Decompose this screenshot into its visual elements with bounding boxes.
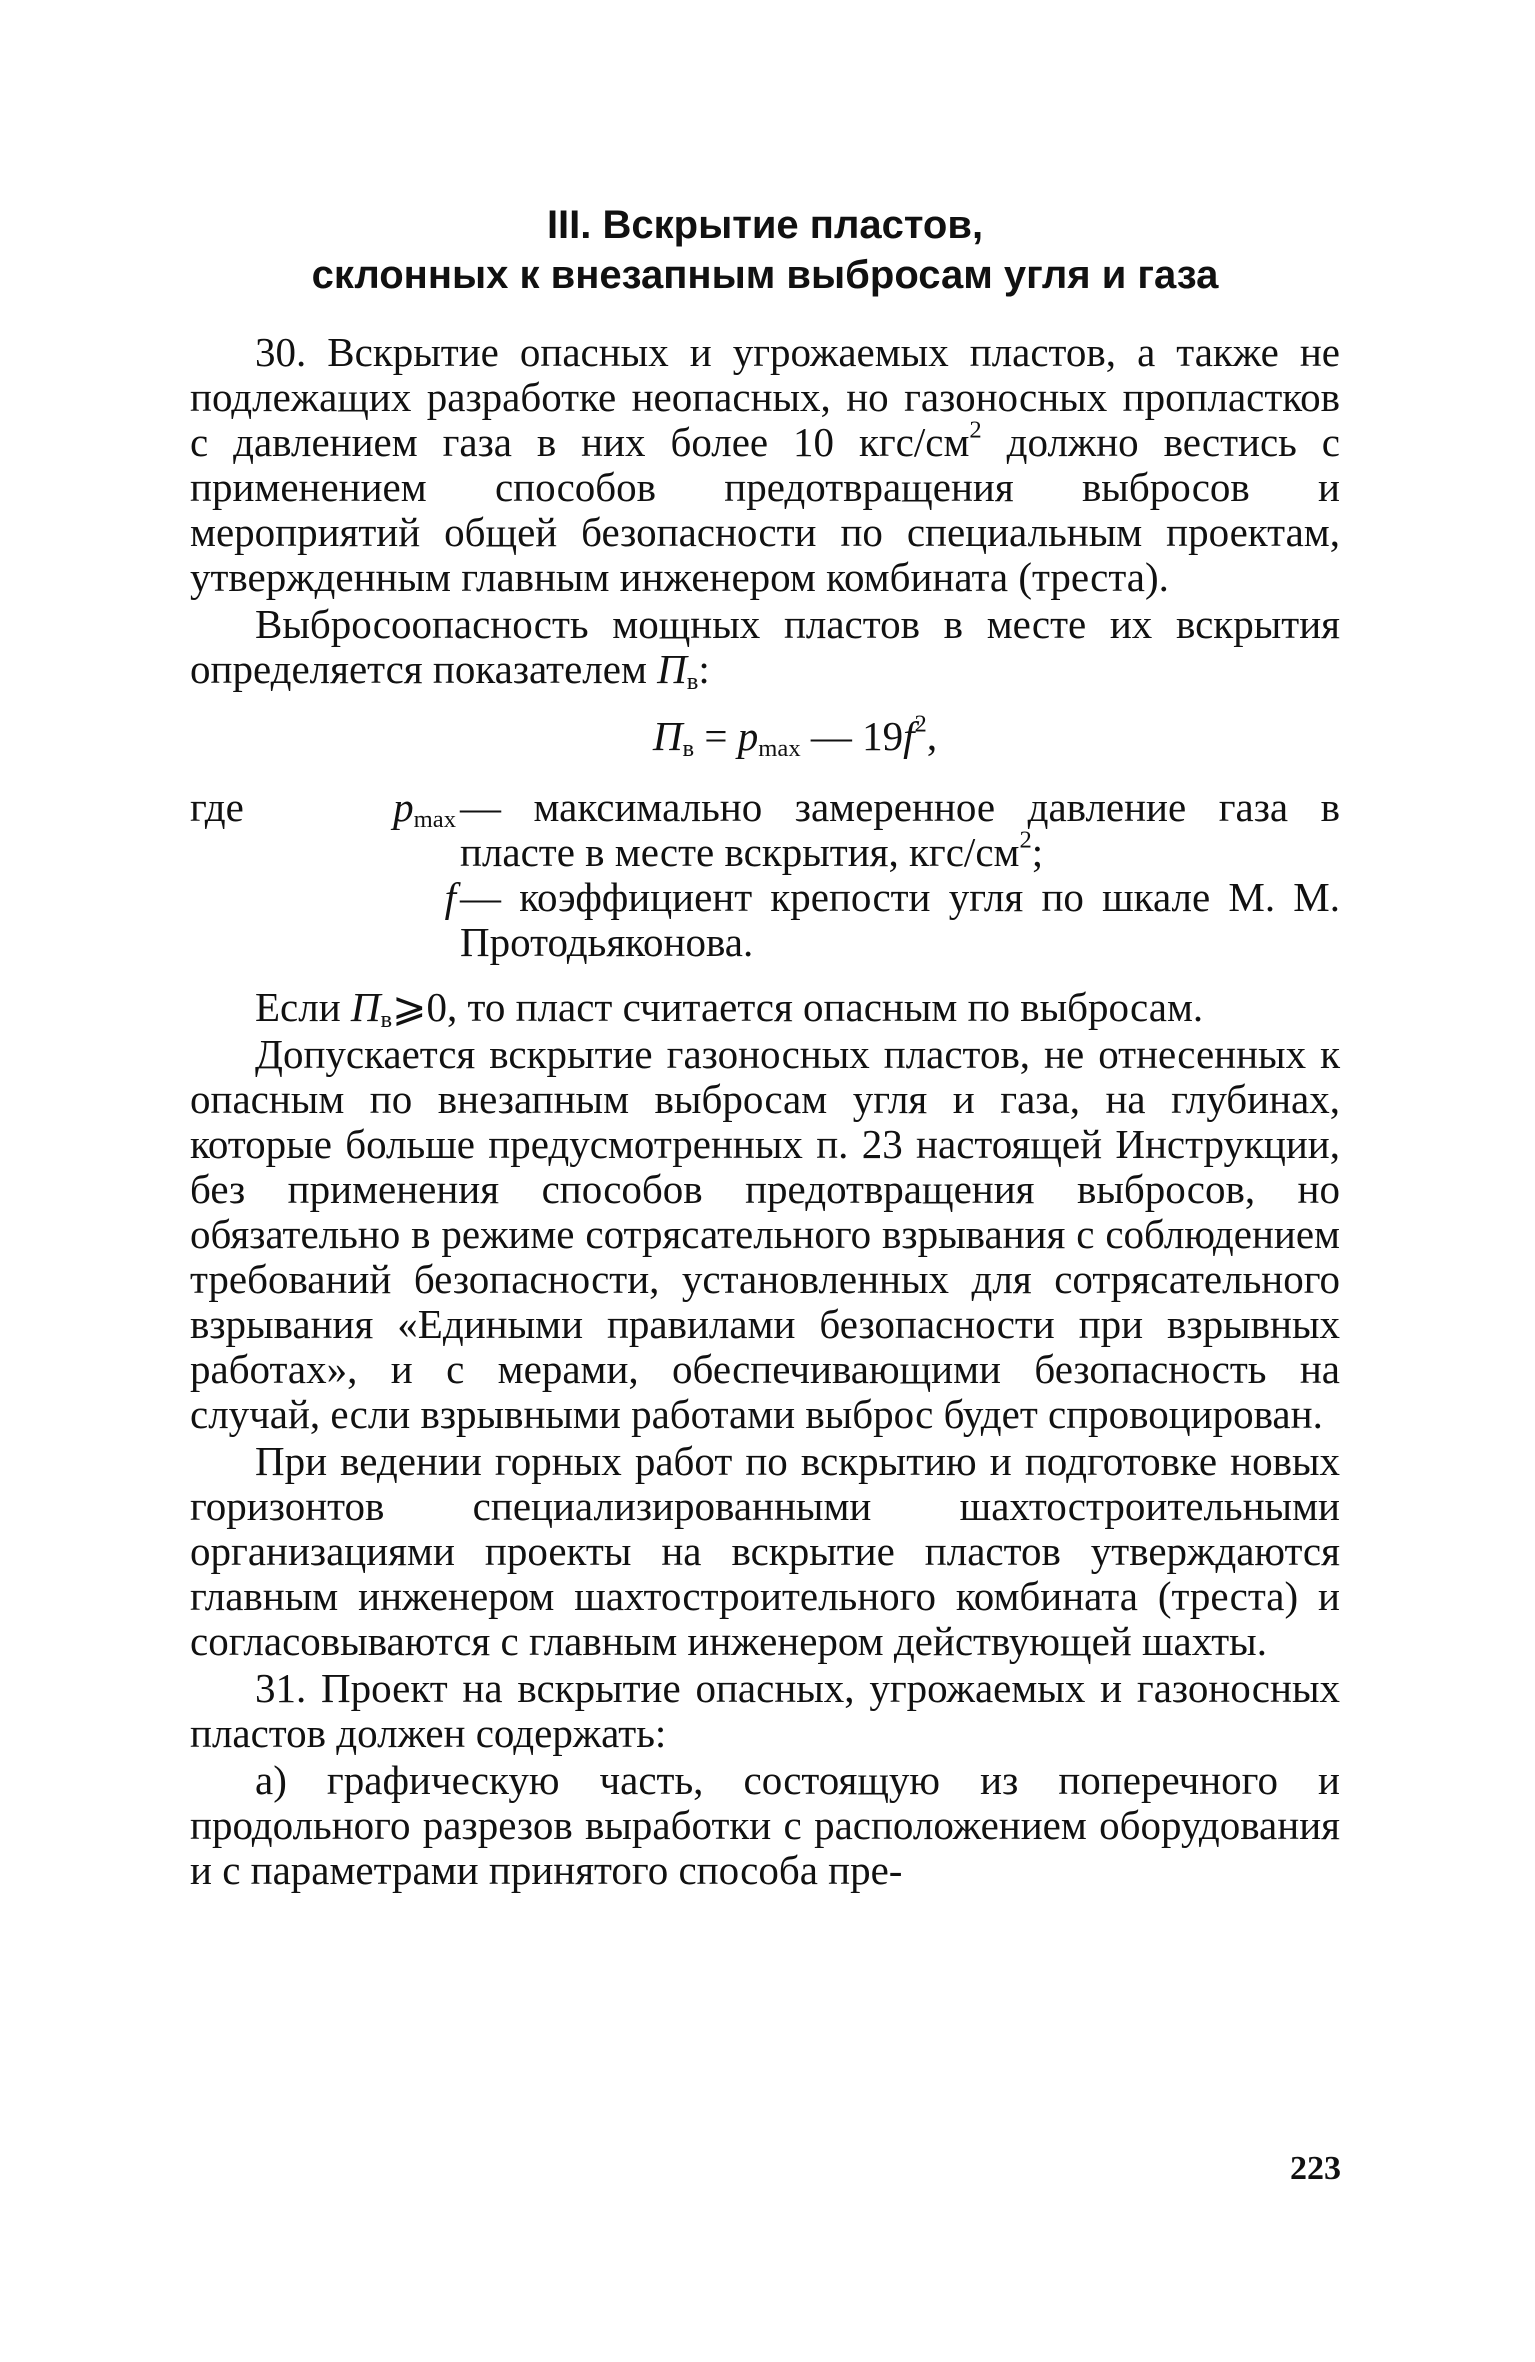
paragraph-31: 31. Проект на вскрытие опасных, угрожаемых и газоносных пластов должен содержать:: [190, 1665, 1340, 1756]
formula-minus-term: — 19: [800, 713, 904, 759]
where-desc-pmax-superscript: 2: [1019, 826, 1032, 854]
paragraph-mining-works: При ведении горных работ по вскрытию и подготовке новых горизонтов специализированными шахтостроительными организациями проекты на вскрытие пластов утверждаются главным инженером шахтостроительного комбината (треста) и согласовываются с главным инженером действующей шахты.: [190, 1438, 1340, 1664]
formula-f-superscript: 2: [914, 710, 927, 738]
paragraph-outburst-text: Выбросоопасность мощных пластов в месте их вскрытия определяется показателем: [190, 601, 1340, 692]
where-desc-f: — коэффициент крепости угля по шкале М. М. Протодьяконова.: [460, 874, 1340, 965]
where-symbol-pmax-main: p: [393, 784, 414, 830]
paragraph-30-text-a: 30. Вскрытие опасных и угрожаемых пластов, а также не подлежащих разработке неопасных, но газоносных пропластков с давлением газа в них более 10 кгс/см: [190, 329, 1340, 465]
where-symbol-f: [330, 875, 460, 965]
formula-lhs: П: [652, 713, 683, 759]
paragraph-30-text-b: должно вестись с применением способов предотвращения выбросов и мероприятий общей безопасности по специальным проектам, утвержденным главным инженером комбината (треста).: [190, 419, 1340, 600]
paragraph-if-subscript: в: [380, 1006, 393, 1034]
where-label: где: [190, 784, 244, 830]
where-desc-pmax-text: — максимально замеренное давление газа в пласте в месте вскрытия, кгс/см: [460, 784, 1340, 875]
formula-p: p: [737, 713, 759, 759]
paragraph-if-symbol: П: [350, 984, 381, 1030]
where-symbol-pmax: [330, 785, 460, 875]
paragraph-if-text-b: ⩾0, то пласт считается опасным по выбросам.: [392, 984, 1204, 1030]
page-number: 223: [1290, 2150, 1341, 2187]
paragraph-30-superscript: 2: [969, 416, 982, 444]
paragraph-31a: а) графическую часть, состоящую из поперечного и продольного разрезов выработки с расположением оборудования и с параметрами принятого способа пре-: [190, 1757, 1340, 1893]
paragraph-if-condition: [190, 984, 1340, 1034]
document-page: [190, 200, 1340, 1895]
where-definitions: [190, 785, 1340, 965]
section-heading: [190, 200, 1340, 300]
paragraph-if-text-a: Если: [255, 984, 351, 1030]
where-desc-pmax-tail: ;: [1031, 829, 1044, 875]
where-symbol-pmax-subscript: max: [413, 806, 456, 834]
where-desc-pmax: [460, 785, 1340, 875]
index-symbol: П: [657, 646, 687, 692]
formula-f: f: [903, 713, 915, 759]
paragraph-outburst-index: [190, 601, 1340, 696]
section-heading-line-1: III. Вскрытие пластов,: [546, 203, 984, 247]
formula-lhs-subscript: в: [682, 735, 695, 763]
paragraph-30: [190, 330, 1340, 600]
section-heading-line-2: склонных к внезапным выбросам угля и газа: [311, 253, 1219, 297]
formula-p-subscript: max: [758, 735, 801, 763]
where-symbol-f-main: f: [444, 874, 456, 920]
formula-equals: =: [694, 713, 738, 759]
paragraph-allowance: Допускается вскрытие газоносных пластов, не отнесенных к опасным по внезапным выбросам угля и газа, на глубинах, которые больше предусмотренных п. 23 настоящей Инструкции, без применения способов предотвращения выбросов, но обязательно в режиме сотрясательного взрывания с соблюдением требований безопасности, установленных для сотрясательного взрывания «Едиными правилами безопасности при взрывных работах», и с мерами, обеспечивающими безопасность на случай, если взрывными работами выброс будет спровоцирован.: [190, 1031, 1340, 1437]
paragraph-outburst-tail: :: [698, 646, 710, 692]
formula-end: ,: [926, 713, 938, 759]
index-symbol-subscript: в: [686, 668, 699, 696]
formula: [190, 710, 1340, 763]
